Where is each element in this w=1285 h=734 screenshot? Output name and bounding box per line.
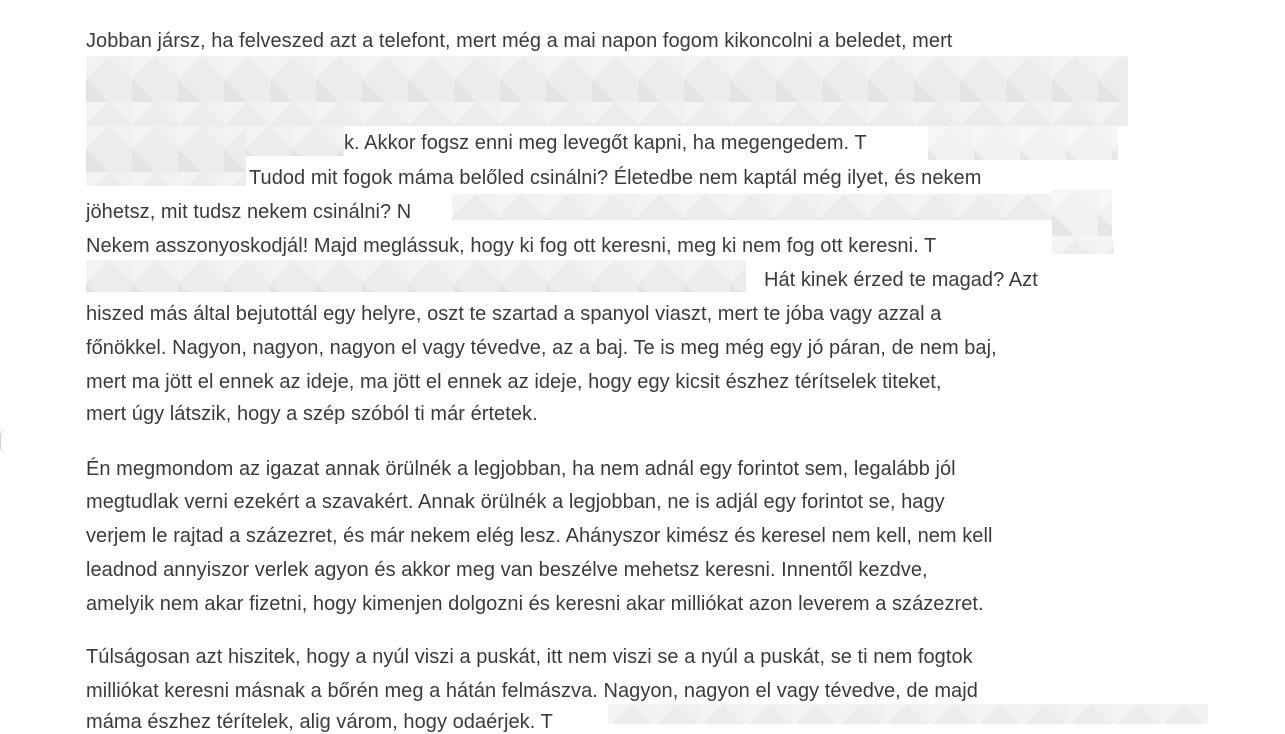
paragraph-2-line-5: amelyik nem akar fizetni, hogy kimenjen dolgozni és keresni akar milliókat azon leverem a százezret. xyxy=(86,593,984,615)
paragraph-1-line-6: jöhetsz, mit tudsz nekem csinálni? N xyxy=(86,201,412,223)
redaction-block-5 xyxy=(452,194,1052,220)
redaction-block-7 xyxy=(1052,240,1114,254)
paragraph-2-line-2: megtudlak verni ezekért a szavakért. Annak örülnék a legjobban, ne is adjál egy forintot se, hagy xyxy=(86,491,945,513)
redaction-block-4 xyxy=(928,126,1118,160)
paragraph-2-line-1: Én megmondom az igazat annak örülnék a legjobban, ha nem adnál egy forintot sem, legalább jól xyxy=(86,458,956,480)
paragraph-1-line-1: Jobban jársz, ha felveszed azt a telefont, mert még a mai napon fogom kikoncolni a beledet, mert xyxy=(86,30,953,52)
redaction-block-9 xyxy=(608,704,1208,724)
paragraph-1-line-7: Nekem asszonyoskodjál! Majd meglássuk, hogy ki fog ott keresni, meg ki nem fog ott keresni. T xyxy=(86,235,937,257)
redaction-block-8 xyxy=(86,260,746,292)
page-edge-mark xyxy=(0,428,9,454)
redaction-block-3 xyxy=(246,126,344,156)
paragraph-1-line-5: Tudod mit fogok máma belőled csinálni? Életedbe nem kaptál még ilyet, és nekem xyxy=(249,167,982,189)
paragraph-1-line-9: hiszed más által bejutottál egy helyre, oszt te szartad a spanyol viaszt, mert te jóba vagy azzal a xyxy=(86,303,942,325)
paragraph-1-line-4: k. Akkor fogsz enni meg levegőt kapni, ha megengedem. T xyxy=(344,132,867,154)
redaction-block-2 xyxy=(86,126,246,186)
paragraph-1-line-12: mert úgy látszik, hogy a szép szóból ti már értetek. xyxy=(86,403,538,425)
paragraph-2-line-3: verjem le rajtad a százezret, és már nekem elég lesz. Ahányszor kimész és keresel nem kell, nem kell xyxy=(86,525,993,547)
paragraph-1-line-8: Hát kinek érzed te magad? Azt xyxy=(764,269,1038,291)
paragraph-3-line-3: máma észhez térítelek, alig várom, hogy odaérjek. T xyxy=(86,711,553,733)
paragraph-1-line-10: főnökkel. Nagyon, nagyon, nagyon el vagy tévedve, az a baj. Te is meg még egy jó páran, de nem baj, xyxy=(86,337,997,359)
paragraph-2-line-4: leadnod annyiszor verlek agyon és akkor meg van beszélve mehetsz keresni. Innentől kezdve, xyxy=(86,559,928,581)
paragraph-1-line-11: mert ma jött el ennek az ideje, ma jött el ennek az ideje, hogy egy kicsit észhez térítselek titeket, xyxy=(86,371,942,393)
paragraph-3-line-1: Túlságosan azt hiszitek, hogy a nyúl viszi a puskát, itt nem viszi se a nyúl a puskát, se ti nem fogtok xyxy=(86,646,973,668)
redaction-block-1 xyxy=(86,56,1128,126)
paragraph-3-line-2: milliókat keresni másnak a bőrén meg a hátán felmászva. Nagyon, nagyon el vagy tévedve, de majd xyxy=(86,680,978,702)
